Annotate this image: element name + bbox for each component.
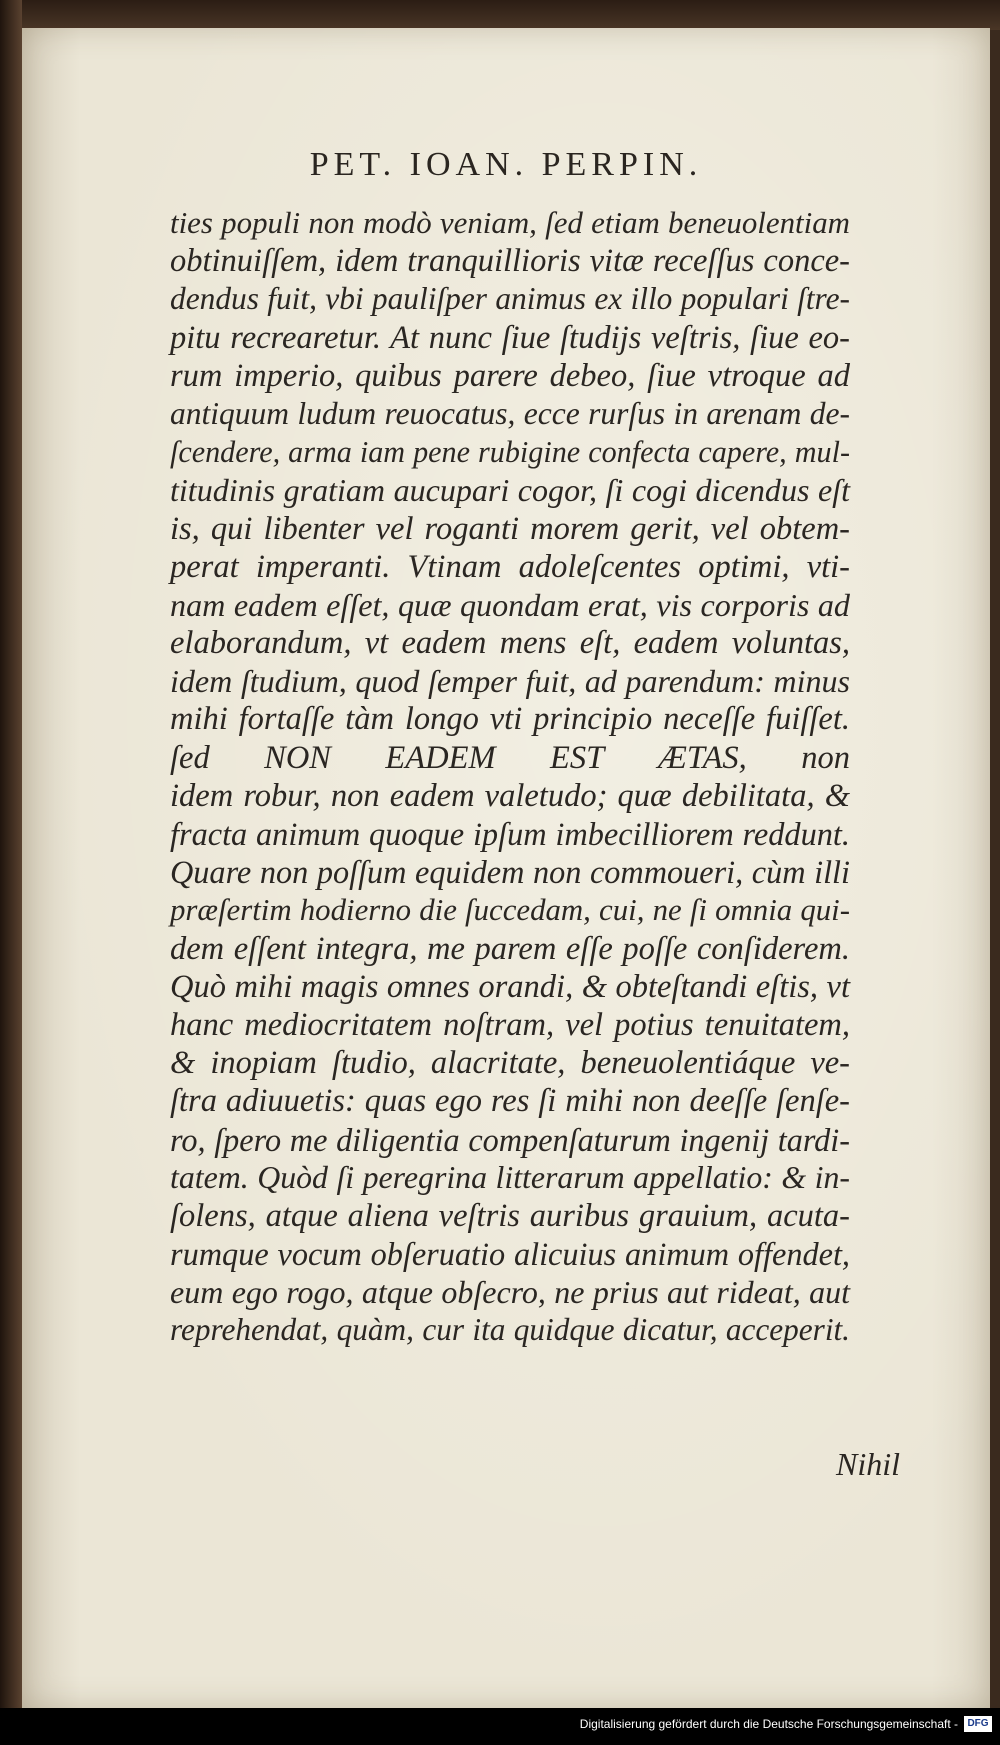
catchword: Nihil [835, 1446, 900, 1482]
body-text [170, 204, 850, 1350]
book-page [22, 28, 990, 1708]
text-line: mihi fortaſſe tàm longo vti principio neceſſe fuiſſet. [170, 701, 850, 738]
text-line: ties populi non modò veniam, ſed etiam beneuolentiam [170, 205, 850, 240]
text-line: Quò mihi magis omnes orandi, & obteſtandi eſtis, vt [170, 968, 850, 1005]
text-line: idem robur, non eadem valetudo; quæ debilitata, & [170, 777, 850, 814]
text-line: antiquum ludum reuocatus, ecce rurſus in arenam de- [170, 395, 850, 431]
text-line: pitu recrearetur. At nunc ſiue ſtudijs veſtris, ſiue eo- [170, 319, 850, 356]
text-line: hanc mediocritatem noſtram, vel potius tenuitatem, [170, 1006, 850, 1043]
text-line: & inopiam ſtudio, alacritate, beneuolentiáque ve- [170, 1045, 850, 1082]
text-line: rumque vocum obſeruatio alicuius animum offendet, [170, 1236, 850, 1273]
funding-credit: Digitalisierung gefördert durch die Deutsche Forschungsgemeinschaft - [579, 1717, 958, 1731]
text-line: obtinuiſſem, idem tranquillioris vitæ receſſus conce- [170, 243, 850, 280]
text-line: Quare non poſſum equidem non commoueri, cùm illi [170, 854, 850, 891]
text-line: ro, ſpero me diligentia compenſaturum ingenij tardi- [170, 1121, 850, 1158]
text-line: dendus fuit, vbi pauliſper animus ex illo populari ſtre- [170, 281, 850, 317]
text-line: reprehendat, quàm, cur ita quidque dicatur, acceperit. [170, 1312, 850, 1348]
text-line: is, qui libenter vel roganti morem gerit, vel obtem- [170, 510, 850, 547]
text-line: idem ſtudium, quod ſemper fuit, ad parendum: minus [170, 663, 850, 700]
book-edge-top [0, 0, 1000, 30]
text-line: fracta animum quoque ipſum imbecilliorem reddunt. [170, 816, 850, 852]
text-line: dem eſſent integra, me parem eſſe poſſe conſiderem. [170, 930, 850, 967]
running-head: PET. IOAN. PERPIN. [309, 146, 703, 183]
text-line: tatem. Quòd ſi peregrina litterarum appellatio: & in- [170, 1159, 850, 1195]
text-line: ſcendere, arma iam pene rubigine confecta capere, mul- [170, 435, 850, 470]
dfg-logo-icon: DFG [964, 1716, 992, 1732]
text-line: elaborandum, vt eadem mens eſt, eadem voluntas, [170, 625, 850, 662]
text-line: præſertim hodierno die ſuccedam, cui, ne ſi omnia qui- [170, 893, 850, 928]
text-line: ſolens, atque aliena veſtris auribus grauium, acuta- [170, 1197, 850, 1234]
text-line: rum imperio, quibus parere debeo, ſiue vtroque ad [170, 357, 850, 394]
text-line: perat imperanti. Vtinam adoleſcentes optimi, vti- [170, 548, 850, 585]
footer-bar [0, 1708, 1000, 1745]
text-line: titudinis gratiam aucupari cogor, ſi cogi dicendus eſt [170, 472, 850, 509]
book-edge-left [0, 0, 22, 1745]
text-line: ſed NON EADEM EST ÆTAS, non [170, 739, 850, 776]
text-line: ſtra adiuuetis: quas ego res ſi mihi non deeſſe ſenſe- [170, 1083, 850, 1120]
text-line: eum ego rogo, atque obſecro, ne prius aut rideat, aut [170, 1274, 850, 1311]
text-line: nam eadem eſſet, quæ quondam erat, vis corporis ad [170, 586, 850, 623]
